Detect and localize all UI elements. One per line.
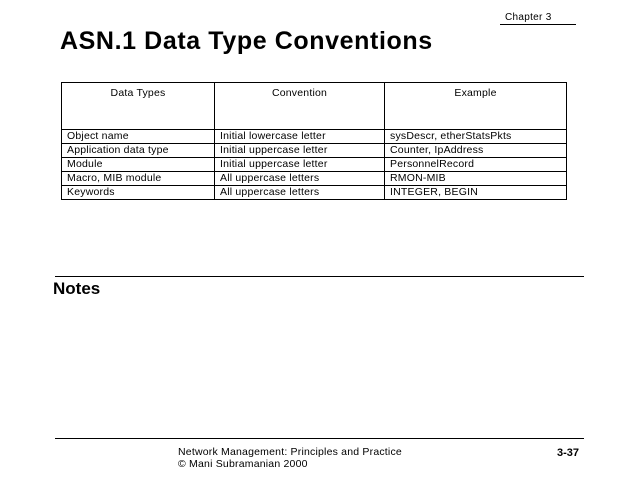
footer-divider [55, 438, 584, 439]
table-row [62, 172, 567, 186]
footer-credits [178, 446, 402, 470]
column-header-convention: Convention [215, 83, 385, 130]
conventions-table [61, 82, 567, 200]
table-header-row [62, 83, 567, 130]
cell-example: Counter, IpAddress [385, 144, 567, 158]
cell-example: RMON-MIB [385, 172, 567, 186]
cell-data-type: Macro, MIB module [62, 172, 215, 186]
page-number: 3-37 [557, 447, 580, 459]
notes-divider [55, 276, 584, 277]
cell-data-type: Object name [62, 130, 215, 144]
cell-example: sysDescr, etherStatsPkts [385, 130, 567, 144]
slide-title: ASN.1 Data Type Conventions [60, 27, 433, 55]
cell-convention: All uppercase letters [215, 172, 385, 186]
cell-convention: All uppercase letters [215, 186, 385, 200]
chapter-underline [500, 24, 576, 25]
notes-heading: Notes [53, 279, 101, 298]
table-row [62, 144, 567, 158]
cell-data-type: Module [62, 158, 215, 172]
table-row [62, 130, 567, 144]
column-header-example: Example [385, 83, 567, 130]
cell-convention: Initial uppercase letter [215, 158, 385, 172]
footer-copyright: © Mani Subramanian 2000 [178, 458, 308, 470]
cell-example: INTEGER, BEGIN [385, 186, 567, 200]
chapter-label: Chapter 3 [505, 12, 552, 23]
footer-book-title: Network Management: Principles and Practice [178, 446, 402, 458]
table-row [62, 186, 567, 200]
cell-data-type: Keywords [62, 186, 215, 200]
cell-convention: Initial lowercase letter [215, 130, 385, 144]
table-row [62, 158, 567, 172]
column-header-data-types: Data Types [62, 83, 215, 130]
cell-example: PersonnelRecord [385, 158, 567, 172]
cell-data-type: Application data type [62, 144, 215, 158]
cell-convention: Initial uppercase letter [215, 144, 385, 158]
